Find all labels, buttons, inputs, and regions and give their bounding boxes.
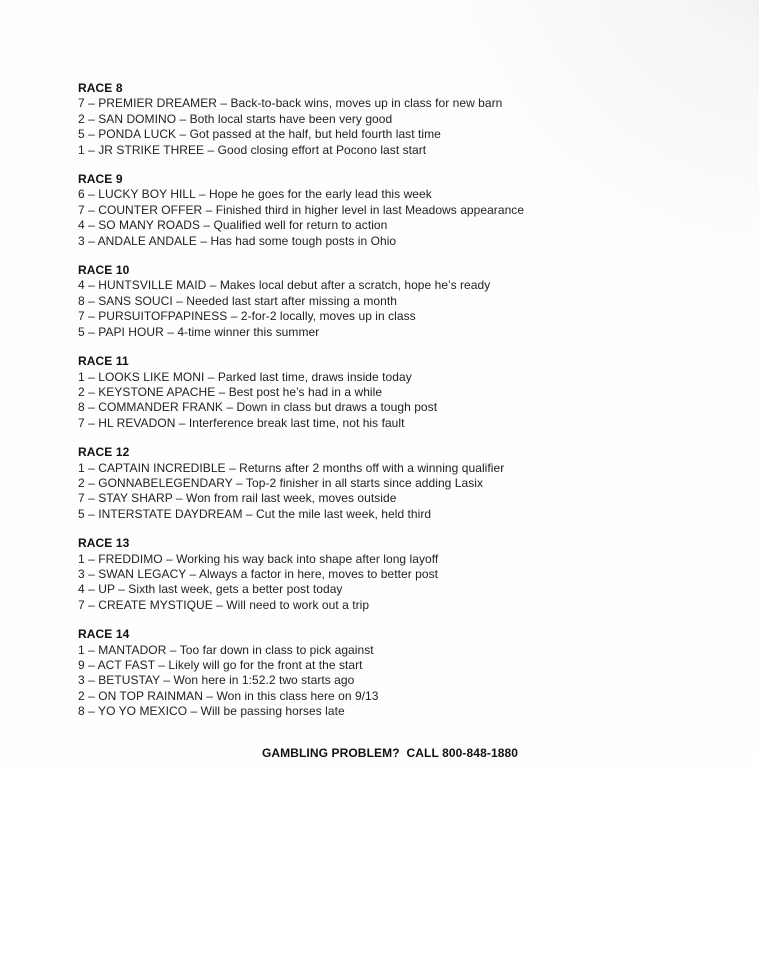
- post-number: 2: [78, 384, 85, 399]
- pick-comment: Best post he’s had in a while: [228, 384, 383, 399]
- post-number: 3: [78, 673, 85, 688]
- post-number: 1: [78, 642, 85, 657]
- pick-line: 1 – CAPTAIN INCREDIBLE – Returns after 2 months off with a winning qualifier: [78, 460, 505, 475]
- pick-comment: Makes local debut after a scratch, hope he’s ready: [219, 278, 491, 293]
- pick-comment: Sixth last week, gets a better post today: [128, 582, 343, 597]
- post-number: 4: [78, 278, 85, 293]
- race-title: RACE 13: [78, 536, 130, 551]
- pick-line: 9 – ACT FAST – Likely will go for the front at the start: [78, 658, 363, 672]
- post-number: 7: [78, 597, 85, 612]
- pick-line: 2 – KEYSTONE APACHE – Best post he’s had in a while: [78, 384, 383, 399]
- races-list: [78, 81, 702, 720]
- post-number: 7: [78, 96, 85, 111]
- pick-comment: Has had some tough posts in Ohio: [210, 233, 397, 248]
- pick-comment: Won here in 1:52.2 two starts ago: [173, 673, 355, 688]
- race-title: RACE 10: [78, 263, 130, 278]
- horse-name: STAY SHARP: [98, 491, 173, 506]
- post-number: 5: [78, 506, 85, 521]
- pick-comment: Hope he goes for the early lead this week: [208, 187, 432, 202]
- post-number: 2: [78, 688, 85, 703]
- horse-name: ACT FAST: [97, 658, 155, 672]
- pick-comment: Good closing effort at Pocono last start: [217, 142, 427, 157]
- pick-comment: Down in class but draws a tough post: [236, 400, 438, 415]
- pick-line: 1 – MANTADOR – Too far down in class to pick against: [78, 642, 374, 657]
- pick-line: 8 – SANS SOUCI – Needed last start after missing a month: [78, 293, 397, 308]
- post-number: 7: [78, 309, 85, 324]
- pick-line: 2 – ON TOP RAINMAN – Won in this class here on 9/13: [78, 688, 379, 703]
- post-number: 1: [78, 142, 85, 157]
- race-section: [78, 172, 702, 249]
- post-number: 4: [78, 218, 85, 233]
- pick-line: 4 – SO MANY ROADS – Qualified well for return to action: [78, 218, 388, 233]
- post-number: 9: [78, 658, 85, 672]
- horse-name: LOOKS LIKE MONI: [98, 369, 205, 384]
- horse-name: FREDDIMO: [98, 551, 163, 566]
- post-number: 3: [78, 233, 85, 248]
- pick-line: 4 – UP – Sixth last week, gets a better post today: [78, 582, 343, 597]
- pick-line: 4 – HUNTSVILLE MAID – Makes local debut after a scratch, hope he’s ready: [78, 278, 491, 293]
- pick-line: 5 – INTERSTATE DAYDREAM – Cut the mile last week, held third: [78, 506, 432, 521]
- post-number: 7: [78, 491, 85, 506]
- pick-comment: Both local starts have been very good: [189, 111, 393, 126]
- pick-comment: Interference break last time, not his fault: [188, 415, 405, 430]
- pick-line: 7 – PREMIER DREAMER – Back-to-back wins, moves up in class for new barn: [78, 96, 503, 111]
- pick-comment: Likely will go for the front at the start: [168, 658, 363, 672]
- pick-line: 5 – PONDA LUCK – Got passed at the half, but held fourth last time: [78, 127, 441, 142]
- pick-comment: Always a factor in here, moves to better post: [199, 566, 439, 581]
- pick-comment: Finished third in higher level in last Meadows appearance: [215, 202, 525, 217]
- race-title: RACE 11: [78, 354, 129, 369]
- horse-name: COUNTER OFFER: [98, 202, 203, 217]
- pick-line: 1 – LOOKS LIKE MONI – Parked last time, draws inside today: [78, 369, 412, 384]
- horse-name: MANTADOR: [98, 642, 167, 657]
- post-number: 1: [78, 460, 85, 475]
- pick-line: 6 – LUCKY BOY HILL – Hope he goes for the early lead this week: [78, 187, 432, 202]
- post-number: 8: [78, 293, 85, 308]
- post-number: 8: [78, 400, 85, 415]
- horse-name: SAN DOMINO: [98, 111, 177, 126]
- horse-name: PAPI HOUR: [98, 324, 164, 339]
- horse-name: SANS SOUCI: [98, 293, 173, 308]
- pick-comment: Back-to-back wins, moves up in class for new barn: [230, 96, 503, 111]
- pick-comment: Got passed at the half, but held fourth last time: [189, 127, 441, 142]
- pick-line: 5 – PAPI HOUR – 4-time winner this summer: [78, 324, 320, 339]
- post-number: 1: [78, 369, 85, 384]
- horse-name: UP: [98, 582, 115, 597]
- horse-name: CREATE MYSTIQUE: [98, 597, 213, 612]
- pick-comment: Cut the mile last week, held third: [256, 506, 432, 521]
- post-number: 5: [78, 127, 85, 142]
- horse-name: PONDA LUCK: [98, 127, 177, 142]
- post-number: 5: [78, 324, 85, 339]
- pick-line: 7 – HL REVADON – Interference break last time, not his fault: [78, 415, 405, 430]
- race-section: [78, 81, 702, 158]
- post-number: 8: [78, 704, 85, 719]
- horse-name: SO MANY ROADS: [98, 218, 201, 233]
- post-number: 3: [78, 566, 85, 581]
- race-section: [78, 445, 702, 522]
- pick-comment: Too far down in class to pick against: [179, 642, 374, 657]
- race-section: [78, 354, 702, 431]
- race-section: [78, 536, 702, 613]
- pick-line: 2 – GONNABELEGENDARY – Top-2 finisher in all starts since adding Lasix: [78, 475, 484, 490]
- pick-comment: 2-for-2 locally, moves up in class: [240, 309, 416, 324]
- horse-name: PREMIER DREAMER: [98, 96, 217, 111]
- horse-name: JR STRIKE THREE: [98, 142, 205, 157]
- horse-name: KEYSTONE APACHE: [98, 384, 216, 399]
- post-number: 6: [78, 187, 85, 202]
- race-section: [78, 627, 702, 719]
- pick-line: 7 – CREATE MYSTIQUE – Will need to work out a trip: [78, 597, 370, 612]
- race-title: RACE 14: [78, 627, 130, 642]
- horse-name: HL REVADON: [98, 415, 176, 430]
- horse-name: COMMANDER FRANK: [98, 400, 223, 415]
- pick-line: 1 – FREDDIMO – Working his way back into shape after long layoff: [78, 551, 439, 566]
- horse-name: SWAN LEGACY: [98, 566, 187, 581]
- horse-name: YO YO MEXICO: [98, 704, 188, 719]
- pick-line: 2 – SAN DOMINO – Both local starts have been very good: [78, 111, 393, 126]
- pick-comment: Will need to work out a trip: [226, 597, 370, 612]
- post-number: 7: [78, 415, 85, 430]
- post-number: 1: [78, 551, 85, 566]
- pick-line: 1 – JR STRIKE THREE – Good closing effort at Pocono last start: [78, 142, 427, 157]
- pick-comment: Parked last time, draws inside today: [217, 369, 412, 384]
- pick-line: 3 – BETUSTAY – Won here in 1:52.2 two starts ago: [78, 673, 355, 688]
- pick-comment: Top-2 finisher in all starts since adding Lasix: [245, 475, 484, 490]
- pick-line: 3 – ANDALE ANDALE – Has had some tough posts in Ohio: [78, 233, 397, 248]
- race-picks-document: [78, 81, 702, 760]
- horse-name: ON TOP RAINMAN: [98, 688, 203, 703]
- race-title: RACE 12: [78, 445, 130, 460]
- pick-comment: 4-time winner this summer: [177, 324, 320, 339]
- pick-line: 7 – STAY SHARP – Won from rail last week, moves outside: [78, 491, 397, 506]
- horse-name: PURSUITOFPAPINESS: [98, 309, 228, 324]
- pick-line: 8 – COMMANDER FRANK – Down in class but draws a tough post: [78, 400, 438, 415]
- post-number: 4: [78, 582, 85, 597]
- pick-line: 8 – YO YO MEXICO – Will be passing horses late: [78, 704, 345, 719]
- pick-comment: Returns after 2 months off with a winning qualifier: [239, 460, 505, 475]
- horse-name: HUNTSVILLE MAID: [98, 278, 207, 293]
- pick-comment: Qualified well for return to action: [213, 218, 388, 233]
- pick-comment: Will be passing horses late: [200, 704, 345, 719]
- horse-name: GONNABELEGENDARY: [98, 475, 233, 490]
- gambling-hotline-footer: GAMBLING PROBLEM? CALL 800-848-1880: [261, 745, 519, 760]
- horse-name: CAPTAIN INCREDIBLE: [98, 460, 226, 475]
- horse-name: ANDALE ANDALE: [97, 233, 197, 248]
- horse-name: LUCKY BOY HILL: [98, 187, 196, 202]
- post-number: 2: [78, 475, 85, 490]
- race-section: [78, 263, 702, 340]
- horse-name: BETUSTAY: [98, 673, 160, 688]
- pick-line: 7 – COUNTER OFFER – Finished third in higher level in last Meadows appearance: [78, 202, 525, 217]
- pick-line: 3 – SWAN LEGACY – Always a factor in here, moves to better post: [78, 566, 439, 581]
- post-number: 2: [78, 111, 85, 126]
- post-number: 7: [78, 202, 85, 217]
- race-title: RACE 9: [78, 172, 123, 187]
- horse-name: INTERSTATE DAYDREAM: [98, 506, 243, 521]
- pick-comment: Won from rail last week, moves outside: [186, 491, 397, 506]
- pick-comment: Won in this class here on 9/13: [216, 688, 379, 703]
- race-title: RACE 8: [78, 81, 123, 95]
- pick-comment: Working his way back into shape after long layoff: [176, 551, 439, 566]
- pick-line: 7 – PURSUITOFPAPINESS – 2-for-2 locally, moves up in class: [78, 309, 416, 324]
- pick-comment: Needed last start after missing a month: [186, 293, 397, 308]
